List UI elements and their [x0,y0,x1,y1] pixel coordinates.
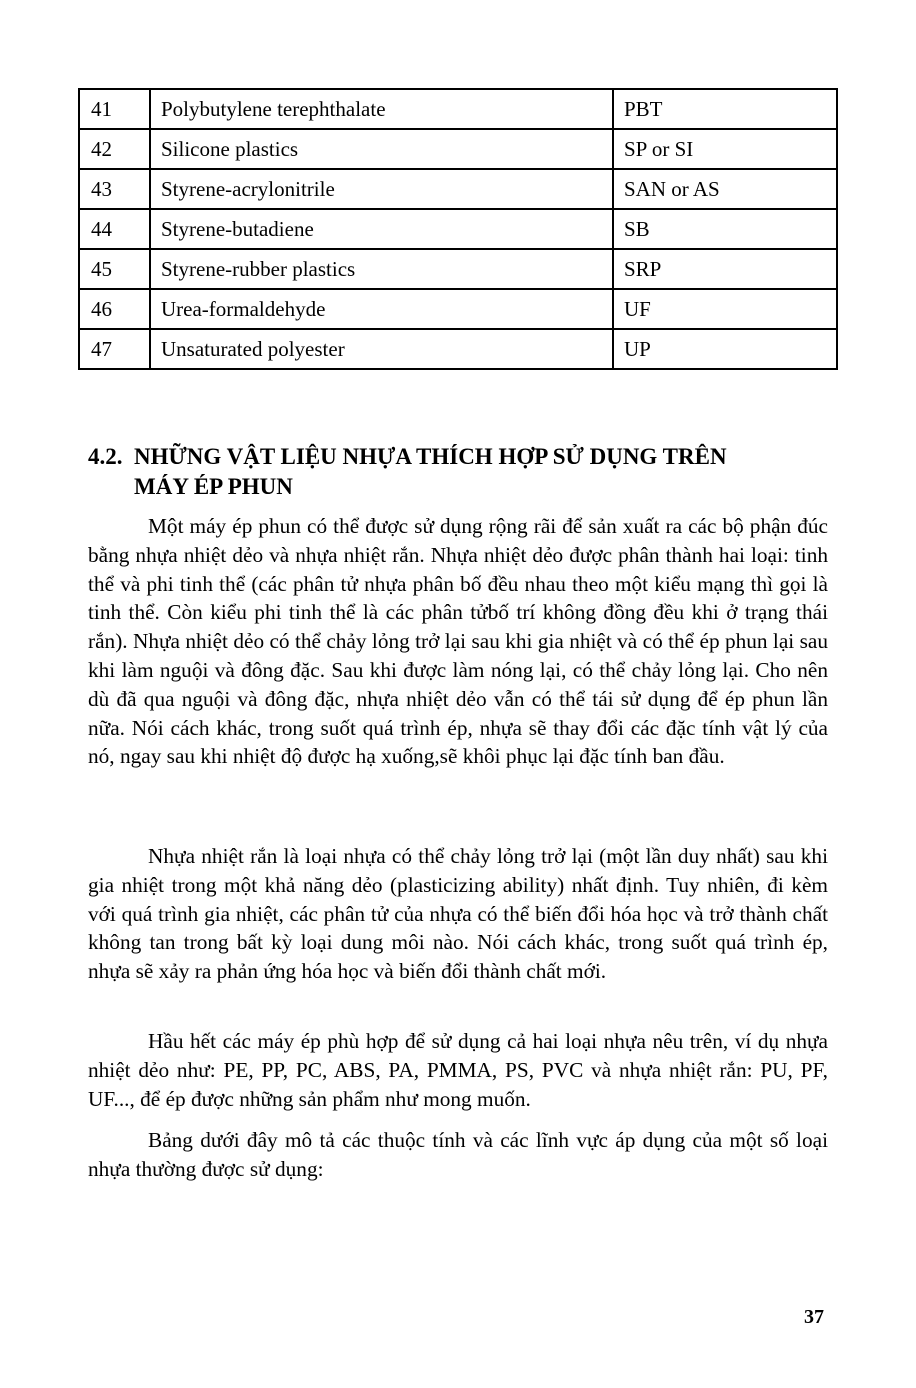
paragraph-table-intro: Bảng dưới đây mô tả các thuộc tính và các lĩnh vực áp dụng của một số loại nhựa thường được sử dụng: [88,1128,828,1181]
paragraph-thermoplastics: Một máy ép phun có thể được sử dụng rộng rãi để sản xuất ra các bộ phận đúc bằng nhựa nhiệt dẻo và nhựa nhiệt rắn. Nhựa nhiệt dẻo được phân thành hai loại: tinh thể và phi tinh thể (các phân tử nhựa phân bố đều nhau theo một kiểu mạng thì gọi là tinh thể. Còn kiểu phi tinh thể là các phân tửbố trí không đồng đều khi ở trạng thái rắn). Nhựa nhiệt dẻo có thể chảy lỏng trở lại sau khi gia nhiệt và có thể ép phun lại sau khi làm nguội và đông đặc. Sau khi được làm nóng lại, có thể chảy lỏng lại. Cho nên dù đã qua nguội và đông đặc, nhựa nhiệt dẻo vẫn có thể tái sử dụng để ép phun lần nữa. Nói cách khác, trong suốt quá trình ép, nhựa sẽ thay đổi các đặc tính vật lý của nó, ngay sau khi nhiệt độ được hạ xuống,sẽ khôi phục lại đặc tính ban đầu. [88,514,828,769]
plastic-abbreviation: UF [613,289,837,329]
section-title-line2: MÁY ÉP PHUN [134,474,293,499]
table-row [79,329,837,369]
section-number: 4.2. [88,444,123,469]
page-number: 37 [804,1306,824,1328]
plastic-name: Urea-formaldehyde [150,289,613,329]
table-row [79,169,837,209]
plastic-name: Styrene-butadiene [150,209,613,249]
table-row [79,129,837,169]
plastics-abbreviation-table [78,88,838,370]
plastic-name: Polybutylene terephthalate [150,89,613,129]
paragraph-thermosets: Nhựa nhiệt rắn là loại nhựa có thể chảy lỏng trở lại (một lần duy nhất) sau khi gia nhiệt trong một khả năng dẻo (plasticizing ability) nhất định. Tuy nhiên, đi kèm với quá trình gia nhiệt, các phân tử của nhựa có thể biến đổi hóa học và trở thành chất không tan trong bất kỳ loại dung môi nào. Nói cách khác, trong suốt quá trình ép, nhựa sẽ xảy ra phản ứng hóa học và biến đổi thành chất mới. [88,844,828,984]
row-number: 44 [79,209,150,249]
row-number: 47 [79,329,150,369]
plastic-name: Unsaturated polyester [150,329,613,369]
plastic-name: Styrene-acrylonitrile [150,169,613,209]
row-number: 46 [79,289,150,329]
plastic-abbreviation: SAN or AS [613,169,837,209]
plastic-abbreviation: SP or SI [613,129,837,169]
plastic-name: Silicone plastics [150,129,613,169]
plastic-name: Styrene-rubber plastics [150,249,613,289]
plastic-abbreviation: UP [613,329,837,369]
plastic-abbreviation: SB [613,209,837,249]
table-row [79,89,837,129]
paragraph-machine-suitability: Hầu hết các máy ép phù hợp để sử dụng cả hai loại nhựa nêu trên, ví dụ nhựa nhiệt dẻo như: PE, PP, PC, ABS, PA, PMMA, PS, PVC và nhựa nhiệt rắn: PU, PF, UF..., để ép được những sản phẩm như mong muốn. [88,1029,828,1111]
row-number: 43 [79,169,150,209]
row-number: 45 [79,249,150,289]
row-number: 41 [79,89,150,129]
row-number: 42 [79,129,150,169]
plastic-abbreviation: PBT [613,89,837,129]
table-row [79,289,837,329]
table-row [79,249,837,289]
table-row [79,209,837,249]
section-title-line1: NHỮNG VẬT LIỆU NHỰA THÍCH HỢP SỬ DỤNG TRÊN [134,444,727,469]
section-heading [88,442,830,502]
plastic-abbreviation: SRP [613,249,837,289]
